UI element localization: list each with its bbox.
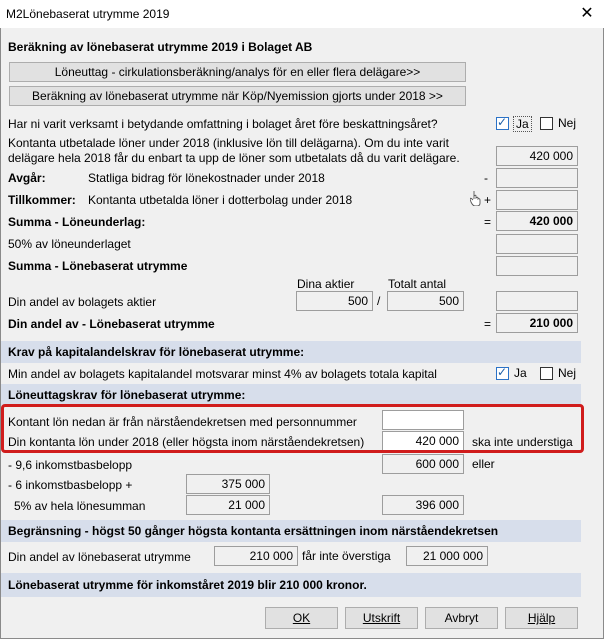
summa-loneunderlag-label: Summa - Löneunderlag: xyxy=(8,215,146,229)
loneuttagskrav-heading: Löneuttagskrav för lönebaserat utrymme: xyxy=(8,388,246,402)
close-icon[interactable]: ✕ xyxy=(580,5,594,22)
aktier-slash: / xyxy=(377,294,381,308)
page-heading: Beräkning av lönebaserat utrymme 2019 i Bolaget AB xyxy=(8,40,313,54)
kontant-lon-suffix: ska inte understiga xyxy=(472,435,573,449)
ok-button[interactable] xyxy=(265,607,338,629)
avbryt-button[interactable]: Avbryt xyxy=(425,607,498,629)
avgar-value[interactable] xyxy=(496,168,578,188)
andel-lonebaserat-label: Din andel av - Lönebaserat utrymme xyxy=(8,317,215,331)
pct5-text: 5% av hela lönesumman xyxy=(14,499,146,513)
ibb96-value: 600 000 xyxy=(382,454,464,474)
ibb6-text: - 6 inkomstbasbelopp + xyxy=(8,478,133,492)
tillkommer-label: Tillkommer: xyxy=(8,193,76,207)
ibb96-text: - 9,6 inkomstbasbelopp xyxy=(8,458,133,472)
tillkommer-sign: + xyxy=(484,193,492,207)
avgar-text: Statliga bidrag för lönekostnader under 2018 xyxy=(88,171,325,185)
aktier-andel-value xyxy=(496,291,578,311)
highlight-frame xyxy=(1,404,584,453)
kontanta-value[interactable]: 420 000 xyxy=(496,146,578,166)
kop-nyemission-button[interactable]: Beräkning av lönebaserat utrymme när Köp/Nyemission gjorts under 2018 >> xyxy=(9,86,466,106)
halften-value xyxy=(496,234,578,254)
dina-aktier-value[interactable]: 500 xyxy=(296,291,373,311)
avgar-label: Avgår: xyxy=(8,171,46,185)
kontanta-line2: delägare hela 2018 får du enbart ta upp de löner som utbetalats då du varit delägare. xyxy=(8,151,460,165)
summa-lonebaserat-value xyxy=(496,256,578,276)
krav-nej-checkbox[interactable] xyxy=(540,367,553,380)
begransning-limit: 21 000 000 xyxy=(406,546,488,566)
kontanta-line1: Kontanta utbetalade löner under 2018 (inklusive lön till delägarna). Om du inte varit xyxy=(8,136,449,150)
q1-ja-checkbox[interactable] xyxy=(496,117,509,130)
krav-ja-label: Ja xyxy=(514,366,527,380)
avgar-sign: - xyxy=(484,171,488,185)
totalt-antal-value[interactable]: 500 xyxy=(387,291,464,311)
begransning-heading: Begränsning - högst 50 gånger högsta kontanta ersättningen inom närståendekretsen xyxy=(8,524,499,538)
ibb96-suffix: eller xyxy=(472,457,495,471)
begransning-mid: får inte överstiga xyxy=(302,549,391,563)
dina-aktier-header: Dina aktier xyxy=(297,277,355,291)
krav-nej-label: Nej xyxy=(558,366,577,380)
loneuttag-button[interactable]: Löneuttag - cirkulationsberäkning/analys för en eller flera delägare>> xyxy=(9,62,466,82)
totalt-antal-header: Totalt antal xyxy=(388,277,447,291)
q1-text: Har ni varit verksamt i betydande omfattning i bolaget året före beskattningsåret? xyxy=(8,117,438,131)
begransning-value: 210 000 xyxy=(214,546,298,566)
ok-label: OK xyxy=(292,611,311,625)
krav-heading: Krav på kapitalandelskrav för lönebaserat utrymme: xyxy=(8,345,305,359)
aktier-label: Din andel av bolagets aktier xyxy=(8,295,157,309)
loneuttagskrav-band xyxy=(1,384,581,406)
q1-nej-label: Nej xyxy=(558,116,577,130)
halften-label: 50% av löneunderlaget xyxy=(8,237,131,251)
krav-ja-checkbox[interactable] xyxy=(496,367,509,380)
ibb6-value: 375 000 xyxy=(186,474,270,494)
result-band xyxy=(1,573,581,597)
pct5-value: 21 000 xyxy=(186,495,270,515)
q1-ja-label: Ja xyxy=(513,116,532,132)
q1-nej-checkbox[interactable] xyxy=(540,117,553,130)
hjalp-label: Hjälp xyxy=(527,611,556,625)
andel-lonebaserat-sign: = xyxy=(484,317,492,331)
utskrift-button[interactable] xyxy=(345,607,418,629)
utskrift-label: Utskrift xyxy=(362,611,401,625)
window-title: M2Lönebaserat utrymme 2019 xyxy=(6,7,170,21)
title-bar xyxy=(0,0,604,28)
result-text: Lönebaserat utrymme för inkomståret 2019 blir 210 000 kronor. xyxy=(8,578,367,592)
krav-text: Min andel av bolagets kapitalandel motsvarar minst 4% av bolagets totala kapital xyxy=(8,367,437,381)
hjalp-button[interactable] xyxy=(505,607,578,629)
kontant-lon-text: Din kontanta lön under 2018 (eller högsta inom närståendekretsen) xyxy=(8,435,365,449)
tillkommer-value[interactable] xyxy=(496,190,578,210)
narstaende-text: Kontant lön nedan är från närståendekretsen med personnummer xyxy=(8,415,357,429)
begransning-text: Din andel av lönebaserat utrymme xyxy=(8,550,191,564)
summa-lonebaserat-label: Summa - Lönebaserat utrymme xyxy=(8,259,188,273)
hand-pointer-icon[interactable] xyxy=(470,190,482,206)
summa-loneunderlag-value: 420 000 xyxy=(496,211,578,231)
summa-loneunderlag-sign: = xyxy=(484,215,492,229)
tillkommer-text: Kontanta utbetalda löner i dotterbolag under 2018 xyxy=(88,193,353,207)
kontant-lon-value[interactable]: 420 000 xyxy=(382,431,464,451)
krav-band xyxy=(1,341,581,363)
right-margin xyxy=(584,28,602,637)
begransning-band xyxy=(1,520,581,542)
pct5-total-value: 396 000 xyxy=(382,495,464,515)
andel-lonebaserat-value: 210 000 xyxy=(496,313,578,333)
